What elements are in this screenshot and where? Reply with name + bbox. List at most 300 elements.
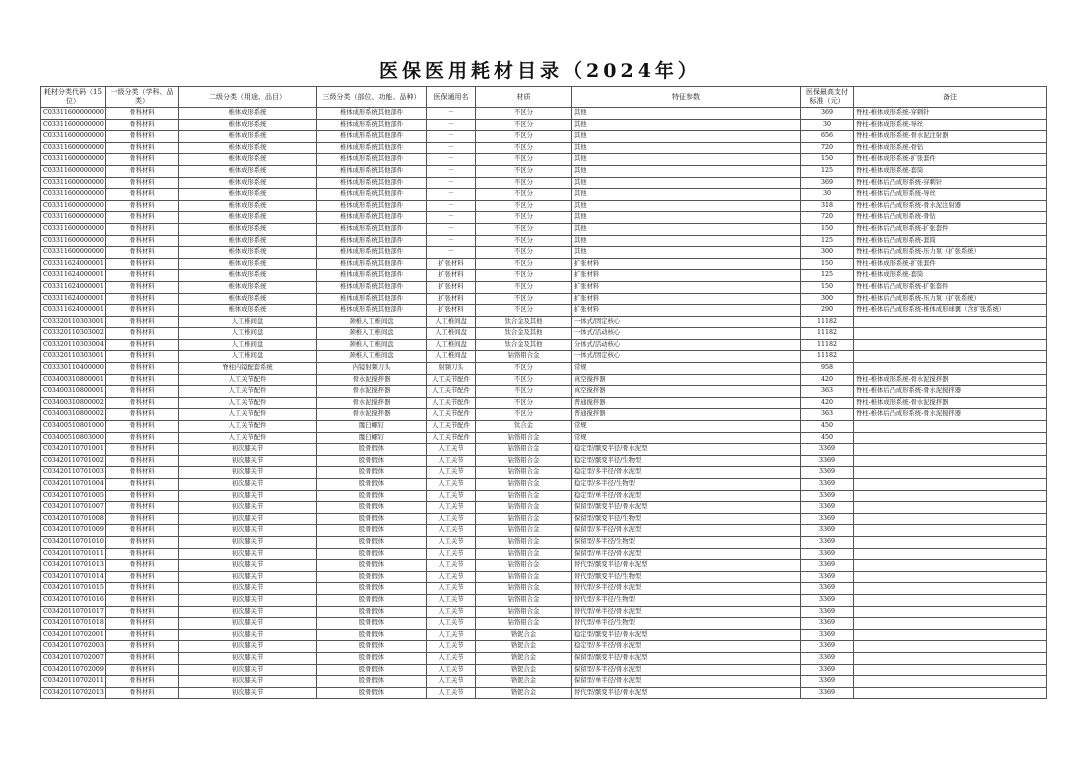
generic-name-cell: － <box>427 189 476 201</box>
material-cell: 不区分 <box>476 165 572 177</box>
material-cell: 钴铬钼合金 <box>476 536 572 548</box>
generic-name-cell: － <box>427 247 476 259</box>
level2-cell: 脊柱内镜配套系统 <box>179 363 317 375</box>
level1-cell: 骨科材料 <box>106 258 179 270</box>
price-cell: 3369 <box>801 513 854 525</box>
level2-cell: 椎体成形系统 <box>179 293 317 305</box>
price-cell: 30 <box>801 119 854 131</box>
remark-cell: 脊柱-椎体后凸成形系统-骨水泥注射器 <box>854 200 1047 212</box>
remark-cell: 脊柱-椎体成形系统-扩张套件 <box>854 154 1047 166</box>
generic-name-cell: 人工关节配件 <box>427 409 476 421</box>
material-cell: 不区分 <box>476 177 572 189</box>
level1-cell: 骨科材料 <box>106 189 179 201</box>
level1-cell: 骨科材料 <box>106 560 179 572</box>
table-row <box>41 560 1047 572</box>
price-cell: 3369 <box>801 455 854 467</box>
table-row <box>41 177 1047 189</box>
material-cell: 钛合金 <box>476 421 572 433</box>
code-cell: C03320110303001 <box>41 316 106 328</box>
generic-name-cell: 人工关节 <box>427 641 476 653</box>
level3-cell: 股骨假体 <box>317 652 427 664</box>
code-cell: C03420110702007 <box>41 652 106 664</box>
feature-cell: 其他 <box>572 189 801 201</box>
price-cell: 3369 <box>801 502 854 514</box>
remark-cell <box>854 652 1047 664</box>
remark-cell: 脊柱-椎体后凸成形系统-扩张套件 <box>854 281 1047 293</box>
generic-name-cell: － <box>427 235 476 247</box>
generic-name-cell: 人工关节 <box>427 513 476 525</box>
level1-cell: 骨科材料 <box>106 641 179 653</box>
remark-cell: 脊柱-椎体后凸成形系统-骨水泥搅拌器 <box>854 409 1047 421</box>
code-cell: C03420110701002 <box>41 455 106 467</box>
level1-cell: 骨科材料 <box>106 386 179 398</box>
feature-cell: 常规 <box>572 432 801 444</box>
table-row <box>41 618 1047 630</box>
remark-cell <box>854 351 1047 363</box>
remark-cell <box>854 339 1047 351</box>
material-cell: 钛合金及其他 <box>476 328 572 340</box>
remark-cell: 脊柱-椎体成形系统-骨钻 <box>854 142 1047 154</box>
remark-cell <box>854 444 1047 456</box>
level2-cell: 椎体成形系统 <box>179 223 317 235</box>
code-cell: C03311600000000 <box>41 200 106 212</box>
level1-cell: 骨科材料 <box>106 235 179 247</box>
generic-name-cell: 人工关节 <box>427 664 476 676</box>
remark-cell: 脊柱-椎体成形系统-骨水泥搅拌器 <box>854 374 1047 386</box>
material-cell: 不区分 <box>476 131 572 143</box>
generic-name-cell: － <box>427 154 476 166</box>
code-cell: C03420110701005 <box>41 490 106 502</box>
level2-cell: 人工椎间盘 <box>179 316 317 328</box>
table-row <box>41 351 1047 363</box>
level2-cell: 初次膝关节 <box>179 560 317 572</box>
level2-cell: 椎体成形系统 <box>179 189 317 201</box>
generic-name-cell: 扩张材料 <box>427 270 476 282</box>
table-row <box>41 455 1047 467</box>
remark-cell: 脊柱-椎体后凸成形系统-骨水泥搅拌器 <box>854 386 1047 398</box>
code-cell: C03420110702009 <box>41 664 106 676</box>
level2-cell: 初次膝关节 <box>179 479 317 491</box>
generic-name-cell: 人工关节 <box>427 687 476 699</box>
feature-cell: 稳定型/多半径/骨水泥型 <box>572 641 801 653</box>
table-row <box>41 421 1047 433</box>
generic-name-cell: 人工关节 <box>427 594 476 606</box>
level3-cell: 股骨假体 <box>317 467 427 479</box>
table-row <box>41 270 1047 282</box>
generic-name-cell: － <box>427 108 476 120</box>
level3-cell: 骨水泥搅拌器 <box>317 386 427 398</box>
level1-cell: 骨科材料 <box>106 363 179 375</box>
level2-cell: 初次膝关节 <box>179 641 317 653</box>
feature-cell: 稳定型/髌变半径/骨水泥型 <box>572 629 801 641</box>
material-cell: 锆铌合金 <box>476 641 572 653</box>
level1-cell: 骨科材料 <box>106 618 179 630</box>
remark-cell <box>854 502 1047 514</box>
level1-cell: 骨科材料 <box>106 687 179 699</box>
code-cell: C03420110702011 <box>41 676 106 688</box>
level3-cell: 股骨假体 <box>317 513 427 525</box>
code-cell: C03311624000001 <box>41 293 106 305</box>
level3-cell: 股骨假体 <box>317 606 427 618</box>
level3-cell: 颈椎人工椎间盘 <box>317 351 427 363</box>
table-row <box>41 525 1047 537</box>
table-row <box>41 142 1047 154</box>
generic-name-cell: 人工关节 <box>427 455 476 467</box>
feature-cell: 稳定型/多半径/生物型 <box>572 479 801 491</box>
level2-cell: 初次膝关节 <box>179 606 317 618</box>
feature-cell: 稳定型/多半径/骨水泥型 <box>572 467 801 479</box>
table-row <box>41 119 1047 131</box>
header-cell: 特征参数 <box>572 87 801 108</box>
remark-cell <box>854 479 1047 491</box>
feature-cell: 常规 <box>572 363 801 375</box>
generic-name-cell: 扩张材料 <box>427 258 476 270</box>
table-row <box>41 339 1047 351</box>
level1-cell: 骨科材料 <box>106 479 179 491</box>
level2-cell: 人工关节配件 <box>179 374 317 386</box>
code-cell: C03311600000000 <box>41 212 106 224</box>
remark-cell: 脊柱-椎体后凸成形系统-扩张套件 <box>854 223 1047 235</box>
level1-cell: 骨科材料 <box>106 467 179 479</box>
level1-cell: 骨科材料 <box>106 629 179 641</box>
level1-cell: 骨科材料 <box>106 606 179 618</box>
level2-cell: 初次膝关节 <box>179 536 317 548</box>
level1-cell: 骨科材料 <box>106 305 179 317</box>
remark-cell <box>854 536 1047 548</box>
level1-cell: 骨科材料 <box>106 594 179 606</box>
generic-name-cell: 人工关节 <box>427 606 476 618</box>
feature-cell: 扩张材料 <box>572 258 801 270</box>
feature-cell: 替代型/单半径/生物型 <box>572 618 801 630</box>
code-cell: C03420110701011 <box>41 548 106 560</box>
level1-cell: 骨科材料 <box>106 293 179 305</box>
table-row <box>41 479 1047 491</box>
material-cell: 钴铬钼合金 <box>476 618 572 630</box>
material-cell: 锆铌合金 <box>476 629 572 641</box>
generic-name-cell: 人工关节配件 <box>427 386 476 398</box>
code-cell: C03311600000000 <box>41 165 106 177</box>
level1-cell: 骨科材料 <box>106 270 179 282</box>
price-cell: 420 <box>801 397 854 409</box>
price-cell: 125 <box>801 165 854 177</box>
table-row <box>41 374 1047 386</box>
code-cell: C03311600000000 <box>41 142 106 154</box>
material-cell: 钛合金及其他 <box>476 339 572 351</box>
level1-cell: 骨科材料 <box>106 571 179 583</box>
code-cell: C03420110701013 <box>41 560 106 572</box>
table-row <box>41 328 1047 340</box>
material-cell: 不区分 <box>476 258 572 270</box>
price-cell: 300 <box>801 293 854 305</box>
level2-cell: 椎体成形系统 <box>179 119 317 131</box>
level3-cell: 椎体成形系统其他部件 <box>317 189 427 201</box>
level1-cell: 骨科材料 <box>106 165 179 177</box>
level3-cell: 骨水泥搅拌器 <box>317 397 427 409</box>
table-row <box>41 583 1047 595</box>
feature-cell: 保留型/多半径/生物型 <box>572 536 801 548</box>
price-cell: 369 <box>801 177 854 189</box>
catalog-table <box>40 86 1047 699</box>
header-cell: 耗材分类代码（15位） <box>41 87 106 108</box>
level1-cell: 骨科材料 <box>106 525 179 537</box>
generic-name-cell: 人工关节配件 <box>427 374 476 386</box>
table-row <box>41 502 1047 514</box>
level1-cell: 骨科材料 <box>106 212 179 224</box>
level3-cell: 股骨假体 <box>317 560 427 572</box>
price-cell: 290 <box>801 305 854 317</box>
level1-cell: 骨科材料 <box>106 490 179 502</box>
price-cell: 3369 <box>801 606 854 618</box>
level3-cell: 股骨假体 <box>317 444 427 456</box>
price-cell: 369 <box>801 108 854 120</box>
code-cell: C03420110702001 <box>41 629 106 641</box>
material-cell: 锆铌合金 <box>476 687 572 699</box>
level1-cell: 骨科材料 <box>106 548 179 560</box>
level2-cell: 初次膝关节 <box>179 664 317 676</box>
price-cell: 318 <box>801 200 854 212</box>
generic-name-cell: 人工关节 <box>427 536 476 548</box>
level3-cell: 股骨假体 <box>317 629 427 641</box>
level2-cell: 初次膝关节 <box>179 652 317 664</box>
code-cell: C03311624000001 <box>41 258 106 270</box>
price-cell: 420 <box>801 374 854 386</box>
level2-cell: 人工关节配件 <box>179 409 317 421</box>
table-row <box>41 676 1047 688</box>
level3-cell: 椎体成形系统其他部件 <box>317 131 427 143</box>
remark-cell <box>854 421 1047 433</box>
feature-cell: 其他 <box>572 200 801 212</box>
material-cell: 不区分 <box>476 386 572 398</box>
feature-cell: 替代型/髌变半径/生物型 <box>572 571 801 583</box>
feature-cell: 保留型/单半径/骨水泥型 <box>572 548 801 560</box>
generic-name-cell: 人工关节 <box>427 490 476 502</box>
level3-cell: 椎体成形系统其他部件 <box>317 108 427 120</box>
code-cell: C03311600000000 <box>41 189 106 201</box>
level3-cell: 股骨假体 <box>317 594 427 606</box>
price-cell: 150 <box>801 281 854 293</box>
code-cell: C03420110701008 <box>41 513 106 525</box>
generic-name-cell: 人工关节 <box>427 571 476 583</box>
material-cell: 钴铬钼合金 <box>476 548 572 560</box>
code-cell: C03311600000000 <box>41 177 106 189</box>
header-cell: 医保最高支付标准（元） <box>801 87 854 108</box>
code-cell: C03311600000000 <box>41 154 106 166</box>
price-cell: 3369 <box>801 479 854 491</box>
price-cell: 150 <box>801 154 854 166</box>
level3-cell: 股骨假体 <box>317 618 427 630</box>
material-cell: 钴铬钼合金 <box>476 594 572 606</box>
header-cell: 二级分类（用途、品目） <box>179 87 317 108</box>
price-cell: 3369 <box>801 490 854 502</box>
price-cell: 656 <box>801 131 854 143</box>
price-cell: 125 <box>801 235 854 247</box>
code-cell: C03311600000000 <box>41 119 106 131</box>
code-cell: C03420110701010 <box>41 536 106 548</box>
feature-cell: 保留型/多半径/骨水泥型 <box>572 664 801 676</box>
level2-cell: 初次膝关节 <box>179 629 317 641</box>
code-cell: C03311600000000 <box>41 223 106 235</box>
code-cell: C03400510801000 <box>41 421 106 433</box>
material-cell: 钴铬钼合金 <box>476 606 572 618</box>
price-cell: 3369 <box>801 687 854 699</box>
feature-cell: 真空搅拌器 <box>572 374 801 386</box>
table-row <box>41 664 1047 676</box>
level1-cell: 骨科材料 <box>106 119 179 131</box>
code-cell: C03330110400000 <box>41 363 106 375</box>
remark-cell: 脊柱-椎体后凸成形系统-椎体成形球囊（含扩张系统） <box>854 305 1047 317</box>
feature-cell: 其他 <box>572 177 801 189</box>
feature-cell: 其他 <box>572 108 801 120</box>
remark-cell <box>854 606 1047 618</box>
material-cell: 不区分 <box>476 223 572 235</box>
level2-cell: 初次膝关节 <box>179 676 317 688</box>
generic-name-cell: 扩张材料 <box>427 293 476 305</box>
table-row <box>41 212 1047 224</box>
level2-cell: 椎体成形系统 <box>179 235 317 247</box>
code-cell: C03420110701003 <box>41 467 106 479</box>
level3-cell: 股骨假体 <box>317 583 427 595</box>
remark-cell <box>854 629 1047 641</box>
code-cell: C03400510803000 <box>41 432 106 444</box>
feature-cell: 稳定型/髌变半径/生物型 <box>572 455 801 467</box>
material-cell: 锆铌合金 <box>476 676 572 688</box>
generic-name-cell: － <box>427 142 476 154</box>
code-cell: C03320110303004 <box>41 339 106 351</box>
level3-cell: 椎体成形系统其他部件 <box>317 270 427 282</box>
remark-cell <box>854 513 1047 525</box>
header-cell: 一级分类（学科、品类） <box>106 87 179 108</box>
level2-cell: 椎体成形系统 <box>179 200 317 212</box>
code-cell: C03420110702013 <box>41 687 106 699</box>
table-row <box>41 652 1047 664</box>
remark-cell <box>854 328 1047 340</box>
remark-cell <box>854 560 1047 572</box>
price-cell: 3369 <box>801 548 854 560</box>
feature-cell: 其他 <box>572 235 801 247</box>
price-cell: 3369 <box>801 664 854 676</box>
feature-cell: 常规 <box>572 421 801 433</box>
level1-cell: 骨科材料 <box>106 409 179 421</box>
price-cell: 720 <box>801 142 854 154</box>
level3-cell: 股骨假体 <box>317 490 427 502</box>
level3-cell: 骨水泥搅拌器 <box>317 374 427 386</box>
material-cell: 不区分 <box>476 200 572 212</box>
remark-cell <box>854 455 1047 467</box>
level3-cell: 椎体成形系统其他部件 <box>317 142 427 154</box>
generic-name-cell: 射频刀头 <box>427 363 476 375</box>
material-cell: 钴铬钼合金 <box>476 583 572 595</box>
level3-cell: 椎体成形系统其他部件 <box>317 154 427 166</box>
level2-cell: 初次膝关节 <box>179 687 317 699</box>
table-row <box>41 223 1047 235</box>
price-cell: 450 <box>801 432 854 444</box>
level2-cell: 初次膝关节 <box>179 583 317 595</box>
level1-cell: 骨科材料 <box>106 421 179 433</box>
level1-cell: 骨科材料 <box>106 108 179 120</box>
generic-name-cell: 人工关节配件 <box>427 421 476 433</box>
price-cell: 11182 <box>801 316 854 328</box>
material-cell: 钴铬钼合金 <box>476 444 572 456</box>
code-cell: C03311600000000 <box>41 131 106 143</box>
feature-cell: 扩张材料 <box>572 270 801 282</box>
level1-cell: 骨科材料 <box>106 676 179 688</box>
level1-cell: 骨科材料 <box>106 281 179 293</box>
level3-cell: 股骨假体 <box>317 502 427 514</box>
level2-cell: 初次膝关节 <box>179 513 317 525</box>
table-row <box>41 409 1047 421</box>
level1-cell: 骨科材料 <box>106 652 179 664</box>
feature-cell: 保留型/多半径/骨水泥型 <box>572 525 801 537</box>
material-cell: 不区分 <box>476 363 572 375</box>
level1-cell: 骨科材料 <box>106 328 179 340</box>
remark-cell <box>854 363 1047 375</box>
feature-cell: 其他 <box>572 223 801 235</box>
feature-cell: 保留型/髌变半径/骨水泥型 <box>572 652 801 664</box>
table-row <box>41 386 1047 398</box>
material-cell: 钴铬钼合金 <box>476 351 572 363</box>
feature-cell: 其他 <box>572 131 801 143</box>
material-cell: 钴铬钼合金 <box>476 467 572 479</box>
code-cell: C03420110701014 <box>41 571 106 583</box>
feature-cell: 其他 <box>572 119 801 131</box>
level3-cell: 颈椎人工椎间盘 <box>317 316 427 328</box>
code-cell: C03311624000001 <box>41 281 106 293</box>
generic-name-cell: 人工关节配件 <box>427 397 476 409</box>
remark-cell: 脊柱-椎体后凸成形系统-穿刺针 <box>854 177 1047 189</box>
level3-cell: 内镜射频刀头 <box>317 363 427 375</box>
material-cell: 钴铬钼合金 <box>476 560 572 572</box>
feature-cell: 扩张材料 <box>572 281 801 293</box>
page-title: 医保医用耗材目录（2024年） <box>379 60 701 82</box>
generic-name-cell: 人工关节 <box>427 618 476 630</box>
table-row <box>41 154 1047 166</box>
level3-cell: 椎体成形系统其他部件 <box>317 165 427 177</box>
material-cell: 不区分 <box>476 119 572 131</box>
material-cell: 不区分 <box>476 374 572 386</box>
remark-cell: 脊柱-椎体成形系统-骨水泥搅拌器 <box>854 397 1047 409</box>
material-cell: 钴铬钼合金 <box>476 525 572 537</box>
generic-name-cell: 人工关节 <box>427 676 476 688</box>
material-cell: 不区分 <box>476 235 572 247</box>
feature-cell: 普通搅拌器 <box>572 409 801 421</box>
generic-name-cell: 人工关节 <box>427 583 476 595</box>
table-row <box>41 571 1047 583</box>
level1-cell: 骨科材料 <box>106 351 179 363</box>
price-cell: 3369 <box>801 618 854 630</box>
level2-cell: 人工关节配件 <box>179 432 317 444</box>
table-row <box>41 467 1047 479</box>
level2-cell: 人工椎间盘 <box>179 328 317 340</box>
code-cell: C03420110701016 <box>41 594 106 606</box>
material-cell: 钴铬钼合金 <box>476 432 572 444</box>
material-cell: 钴铬钼合金 <box>476 490 572 502</box>
level1-cell: 骨科材料 <box>106 502 179 514</box>
level1-cell: 骨科材料 <box>106 154 179 166</box>
generic-name-cell: 扩张材料 <box>427 281 476 293</box>
remark-cell <box>854 676 1047 688</box>
code-cell: C03400310800002 <box>41 397 106 409</box>
level2-cell: 椎体成形系统 <box>179 212 317 224</box>
price-cell: 125 <box>801 270 854 282</box>
material-cell: 不区分 <box>476 189 572 201</box>
level3-cell: 股骨假体 <box>317 687 427 699</box>
level1-cell: 骨科材料 <box>106 131 179 143</box>
level3-cell: 椎体成形系统其他部件 <box>317 293 427 305</box>
level3-cell: 股骨假体 <box>317 664 427 676</box>
table-row <box>41 629 1047 641</box>
feature-cell: 一体式/固定核心 <box>572 351 801 363</box>
level1-cell: 骨科材料 <box>106 316 179 328</box>
